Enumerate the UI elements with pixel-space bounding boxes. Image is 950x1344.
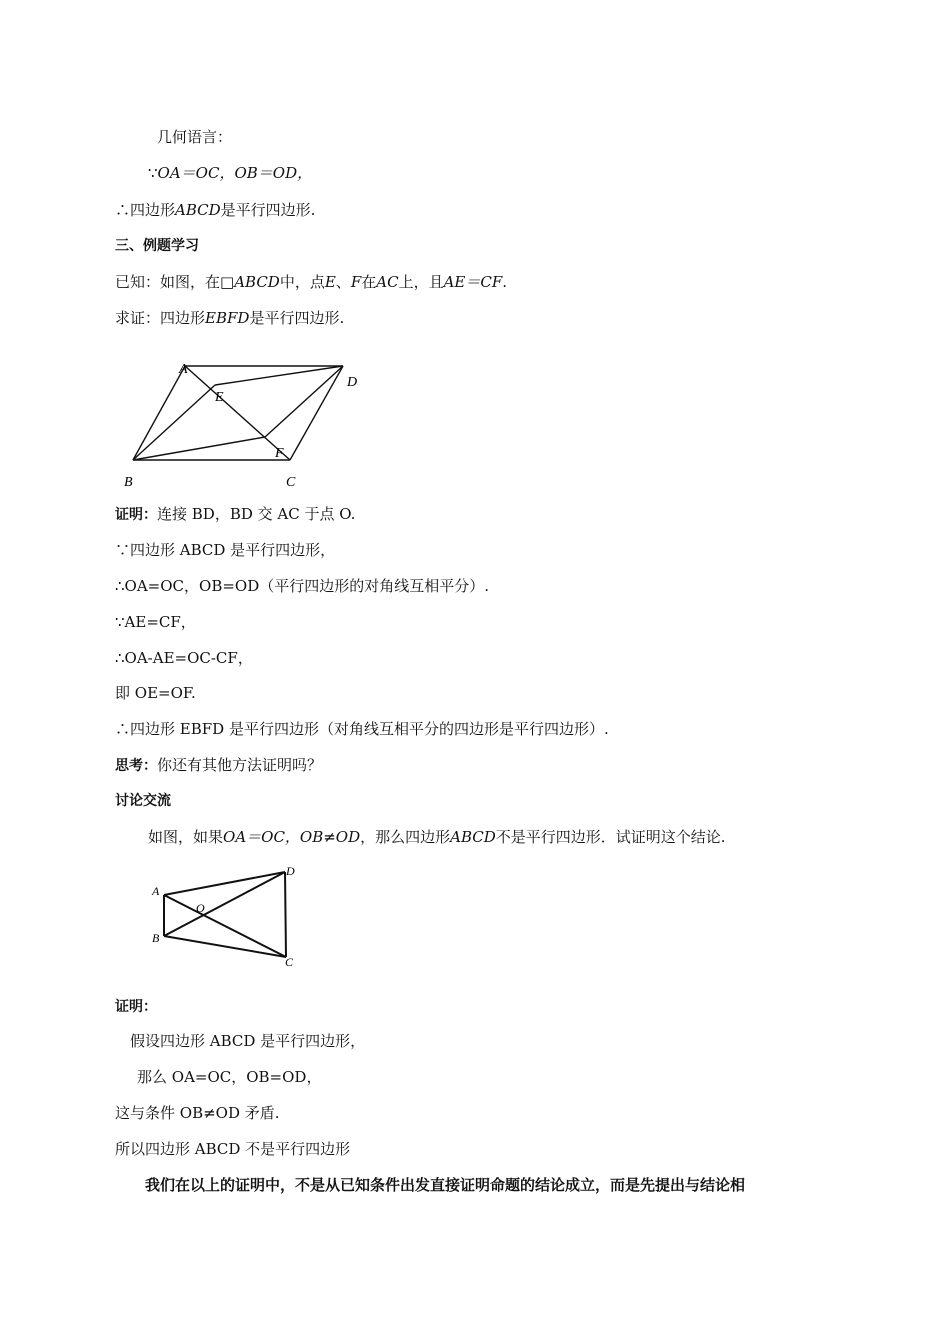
think-line: 思考：你还有其他方法证明吗？ bbox=[115, 756, 323, 774]
discussion-text: 如图，如果OA＝OC，OB≠OD，那么四边形ABCD不是平行四边形．试证明这个结论. bbox=[148, 828, 726, 846]
side-cd bbox=[285, 872, 286, 957]
prove-line: 求证：四边形EBFD是平行四边形. bbox=[115, 309, 345, 327]
segment-fd bbox=[265, 366, 343, 437]
proof-line-3: ∴OA=OC，OB=OD（平行四边形的对角线互相平分）. bbox=[115, 577, 489, 595]
label-f: F bbox=[275, 446, 284, 461]
quadrilateral-figure bbox=[150, 862, 310, 972]
label-o: O bbox=[196, 901, 205, 915]
side-bc bbox=[164, 936, 286, 957]
side-ab bbox=[133, 366, 185, 460]
proof2-line-4: 所以四边形 ABCD 不是平行四边形 bbox=[115, 1140, 351, 1158]
label-a: A bbox=[179, 362, 188, 377]
label-a: A bbox=[152, 884, 160, 898]
parallelogram-figure bbox=[115, 355, 375, 495]
proof2-label: 证明： bbox=[115, 999, 157, 1015]
geo-language-label: 几何语言： bbox=[157, 128, 233, 146]
label-c: C bbox=[285, 955, 294, 969]
label-b: B bbox=[152, 931, 160, 945]
section-heading: 三、例题学习 bbox=[115, 238, 199, 254]
proof-line-4: ∵AE=CF， bbox=[115, 613, 196, 631]
proof2-line-1: 假设四边形 ABCD 是平行四边形， bbox=[130, 1032, 366, 1050]
proof-line-7: ∴四边形 EBFD 是平行四边形（对角线互相平分的四边形是平行四边形）. bbox=[115, 720, 609, 738]
conclusion-statement: ∴四边形ABCD是平行四边形. bbox=[115, 201, 316, 219]
label-c: C bbox=[286, 475, 296, 490]
given-line: 已知：如图，在□ABCD中，点E、F在AC上，且AE＝CF. bbox=[115, 273, 508, 291]
segment-bf bbox=[133, 437, 265, 460]
label-d: D bbox=[347, 375, 358, 390]
side-cd bbox=[290, 366, 343, 460]
segment-ed bbox=[215, 366, 343, 385]
segment-be bbox=[133, 385, 215, 460]
discussion-heading: 讨论交流 bbox=[115, 793, 171, 809]
given-statement: ∵OA＝OC，OB＝OD， bbox=[148, 164, 313, 182]
label-e: E bbox=[215, 390, 224, 405]
proof2-line-3: 这与条件 OB≠OD 矛盾. bbox=[115, 1104, 280, 1122]
closing-paragraph: 我们在以上的证明中，不是从已知条件出发直接证明命题的结论成立，而是先提出与结论相 bbox=[145, 1176, 746, 1194]
proof-line-2: ∵四边形 ABCD 是平行四边形， bbox=[115, 541, 336, 559]
side-ad bbox=[164, 872, 285, 895]
proof-line-6: 即 OE=OF. bbox=[115, 684, 196, 702]
proof-line-5: ∴OA-AE=OC-CF， bbox=[115, 649, 253, 667]
proof2-line-2: 那么 OA=OC，OB=OD， bbox=[137, 1068, 322, 1086]
label-b: B bbox=[124, 475, 133, 490]
label-d: D bbox=[286, 864, 295, 878]
proof-line-1: 证明：连接 BD，BD 交 AC 于点 O. bbox=[115, 505, 356, 523]
